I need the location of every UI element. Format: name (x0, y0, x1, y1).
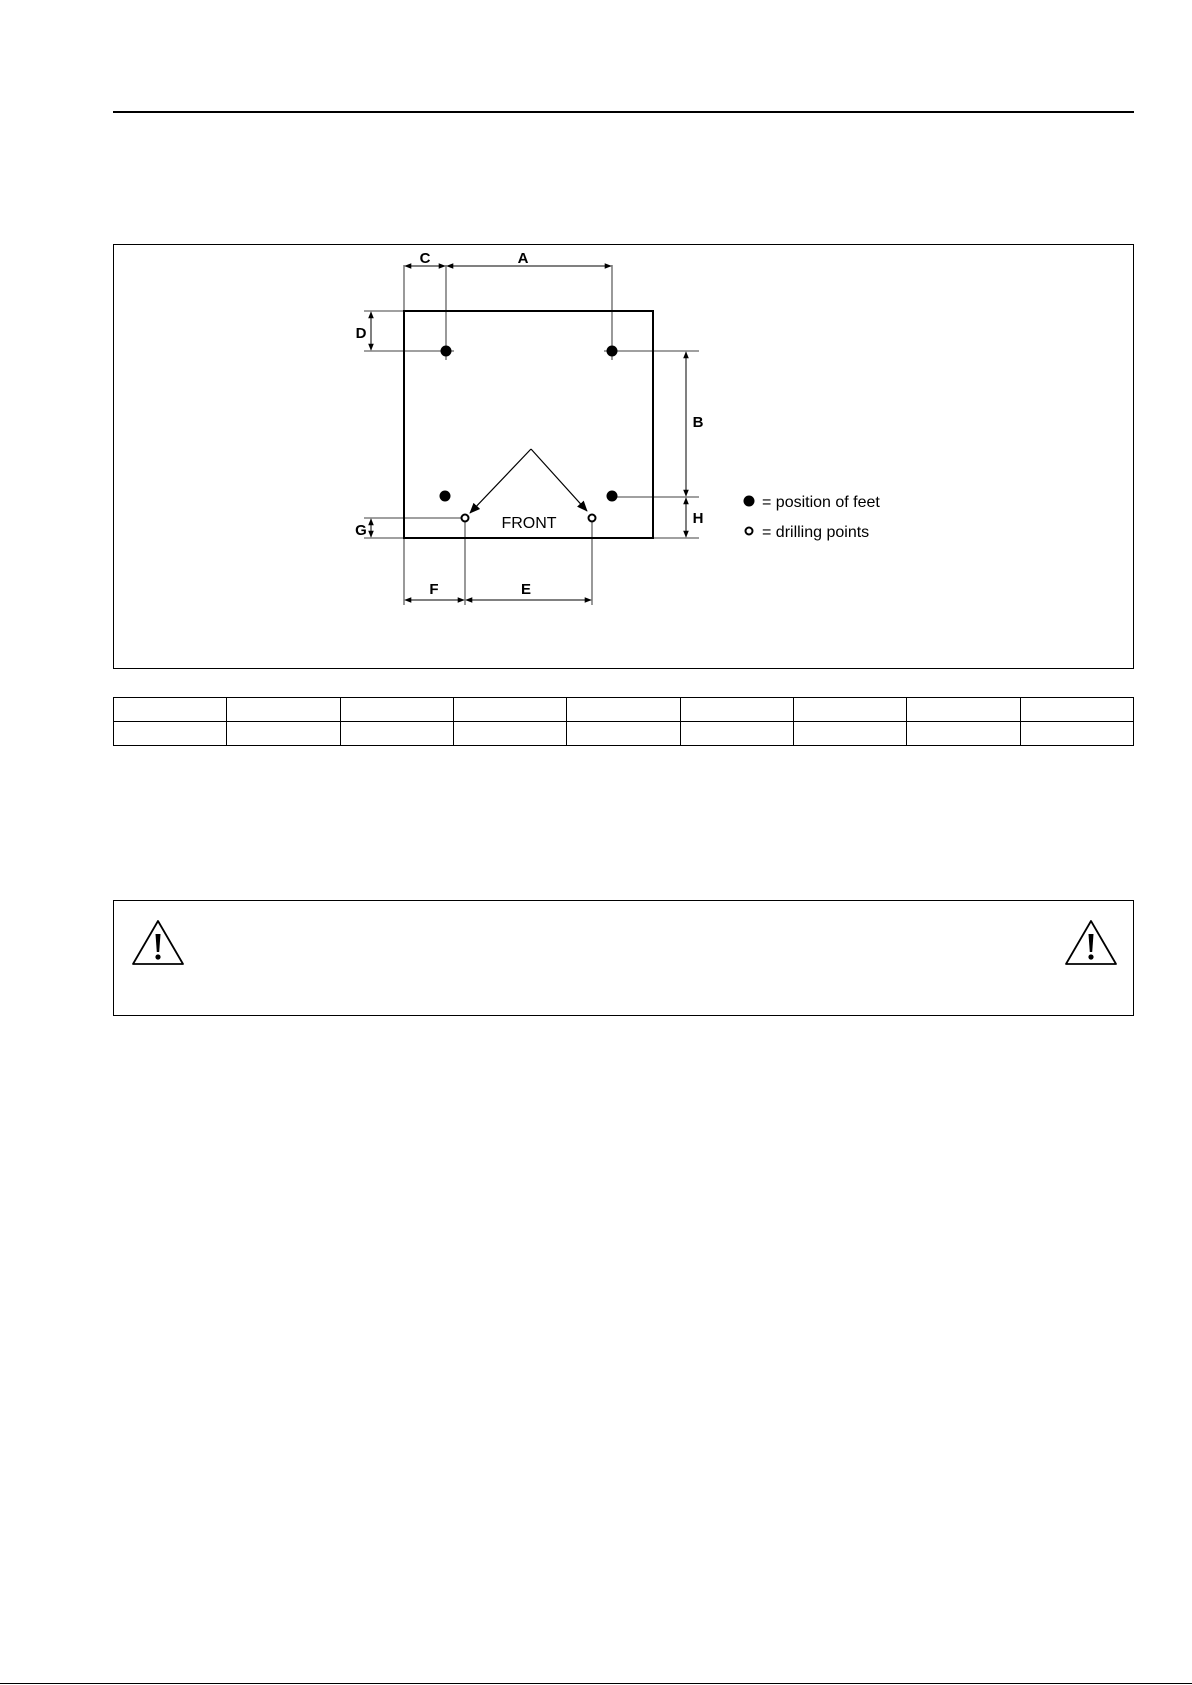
warning-box (113, 900, 1134, 1016)
table-cell (227, 722, 340, 746)
warning-triangle-icon (1063, 918, 1119, 968)
table-cell (793, 698, 906, 722)
dimension-f-label: F (429, 581, 439, 598)
table-cell (907, 698, 1020, 722)
legend-drilling-icon (746, 528, 753, 535)
table-cell (680, 698, 793, 722)
installation-diagram (113, 244, 1134, 669)
table-cell (340, 722, 453, 746)
table-cell (453, 722, 566, 746)
table-cell (1020, 698, 1133, 722)
table-row (114, 722, 1134, 746)
front-label: FRONT (501, 515, 557, 532)
dimension-d-label: D (355, 325, 367, 342)
legend-drilling-text: = drilling points (762, 524, 870, 541)
dimension-c-label: C (419, 250, 431, 267)
table-cell (907, 722, 1020, 746)
front-pointer-arrows (470, 449, 587, 513)
feet-markers (440, 346, 618, 502)
table-cell (340, 698, 453, 722)
legend-feet-text: = position of feet (762, 494, 880, 511)
table-cell (567, 722, 680, 746)
drilling-point-marker (462, 515, 469, 522)
table-cell (680, 722, 793, 746)
dimension-h-label: H (692, 510, 704, 527)
warning-triangle-icon (130, 918, 186, 968)
extension-lines (364, 265, 699, 605)
dimension-b-label: B (692, 414, 704, 431)
appliance-outline (404, 311, 653, 538)
dimension-e-label: E (520, 581, 532, 598)
table-cell (1020, 722, 1133, 746)
foot-marker (441, 346, 452, 357)
footer-rule (0, 1683, 1192, 1684)
table-cell (453, 698, 566, 722)
table-cell (114, 698, 227, 722)
dimension-a-label: A (517, 250, 529, 267)
table-cell (567, 698, 680, 722)
table-cell (114, 722, 227, 746)
table-cell (227, 698, 340, 722)
foot-marker (607, 346, 618, 357)
dimension-g-label: G (355, 522, 367, 539)
legend-feet-icon (744, 496, 755, 507)
table-row (114, 698, 1134, 722)
footprint-drawing (114, 245, 1135, 670)
table-cell (793, 722, 906, 746)
header-rule (113, 111, 1134, 113)
drilling-point-marker (589, 515, 596, 522)
foot-marker (607, 491, 618, 502)
foot-marker (440, 491, 451, 502)
dimension-table (113, 697, 1134, 746)
